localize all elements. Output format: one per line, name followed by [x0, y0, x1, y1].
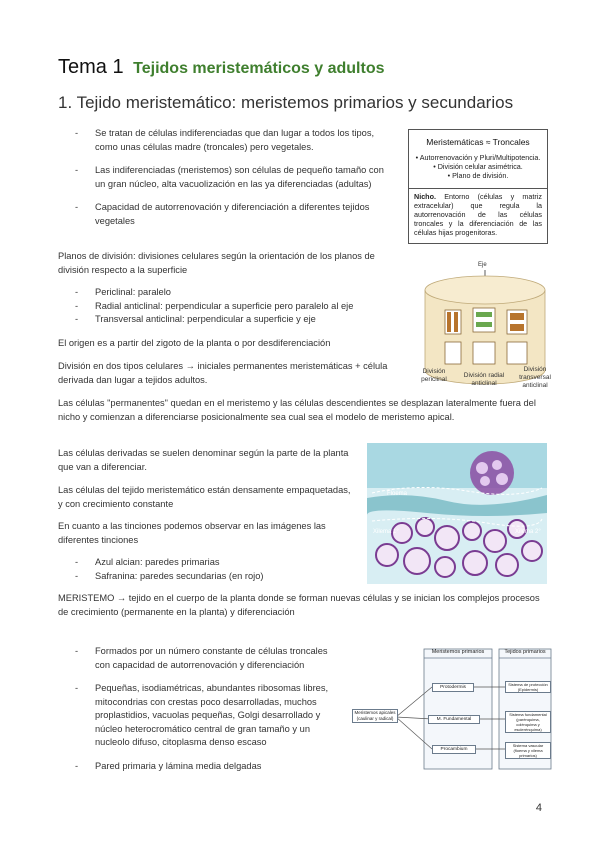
diagram-protodermis: Protodermis: [432, 683, 474, 692]
permanentes-paragraph: Las células "permanentes" quedan en el meristemo y las células descendientes se desplazan lateralmente fuera del nicho y comienzan a diferenciarse posicionalmente sea cual sea el modelo de meristemo apical.: [58, 398, 536, 422]
page-title: [58, 56, 385, 79]
info-box-top: [409, 130, 547, 189]
tinciones-intro: En cuanto a las tinciones podemos observar en las imágenes las diferentes tinciones: [58, 521, 326, 545]
floema-label: Floema: [387, 491, 408, 497]
diagram-out-fundamental: Sistema fundamental (parénquima, colénquima y esclerénquima): [505, 711, 551, 733]
meristemo-paragraph: MERISTEMO → tejido en el cuerpo de la planta donde se forman nuevas células y se inician los complejos procesos de crecimiento (permanente en la planta) y diferenciación: [58, 593, 540, 617]
info-box-item: • División celular asimétrica.: [433, 162, 523, 171]
tema-label: Tema 1: [58, 56, 124, 78]
tema-title: Tejidos meristemáticos y adultos: [133, 60, 385, 77]
diagram-out-vascular: Sistema vascular (floema y xilema primarios): [505, 742, 551, 759]
diagram-out-protection: Sistema de protección (Epidermis): [505, 681, 551, 693]
transversal-label: División transversal anticlinal: [519, 366, 551, 389]
diagram-col1-header: Meristemos primarios: [431, 649, 485, 655]
info-box-nicho: [409, 189, 547, 240]
list-item: - Periclinal: paralelo: [75, 286, 395, 300]
diagram-source-box: Meristemos apicales (caulinar y radical): [352, 709, 398, 723]
list-item: - Pared primaria y lámina media delgadas: [75, 760, 345, 774]
list-item: - Azul alcian: paredes primarias: [75, 556, 345, 570]
info-box-title: Meristemáticas ≈ Troncales: [426, 137, 530, 147]
section-heading: 1. Tejido meristemático: meristemos primarios y secundarios: [58, 93, 514, 112]
info-box-item: • Plano de división.: [447, 171, 509, 180]
diagram-procambium: Procambium: [432, 745, 476, 754]
xilema2-label: Xilema 2°: [515, 529, 541, 535]
stained-tissue-image: [367, 443, 547, 584]
info-box-item: • Autorrenovación y Pluri/Multipotencia.: [415, 153, 541, 162]
list-item: - Radial anticlinal: perpendicular a superficie pero paralelo al eje: [75, 300, 395, 314]
list-item: - Las indiferenciadas (meristemos) son células de pequeño tamaño con un gran núcleo, alta vacuolización en las ya diferenciadas (adultas): [75, 164, 395, 191]
periclinal-label: División periclinal: [421, 368, 447, 383]
planos-intro: Planos de división: divisiones celulares según la orientación de los planos de división respecto a la superficie: [58, 251, 375, 275]
meristem-diagram: [352, 647, 552, 771]
list-item: - Safranina: paredes secundarias (en rojo): [75, 570, 345, 584]
diagram-col2-header: Tejidos primarios: [504, 649, 546, 655]
nicho-label: Nicho.: [414, 192, 436, 201]
meristematic-info-box: [408, 129, 548, 244]
radial-label: División radial anticlinal: [463, 372, 505, 387]
derivadas-paragraph: Las células derivadas se suelen denominar según la parte de la planta que van a diferenciar.: [58, 448, 349, 472]
list-item: - Transversal anticlinal: perpendicular a superficie y eje: [75, 313, 395, 327]
list-item: - Se tratan de células indiferenciadas que dan lugar a todos los tipos, como unas células madre (troncales) pero vegetales.: [75, 127, 395, 154]
page-number: 4: [535, 802, 542, 814]
meristemo-list: [75, 645, 345, 783]
empaquetadas-paragraph: Las células del tejido meristemático están densamente empaquetadas, y con crecimiento constante: [58, 485, 351, 509]
cylinder-figure: [410, 260, 560, 398]
division-paragraph: División en dos tipos celulares → iniciales permanentes meristemáticas + célula derivada dan lugar a tejidos adultos.: [58, 361, 388, 385]
planos-list: [75, 286, 395, 327]
nicho-text: Entorno (células y matriz extracelular) que regula la autorrenovación de las células troncales y la diferenciación de las células hijas progenitoras.: [414, 192, 542, 237]
list-item: - Formados por un número constante de células troncales con capacidad de autorrenovación y diferenciación: [75, 645, 345, 672]
intro-list: [75, 127, 395, 238]
origen-paragraph: El origen es a partir del zigoto de la planta o por desdiferenciación: [58, 338, 331, 348]
list-item: - Capacidad de autorrenovación y diferenciación a diferentes tejidos vegetales: [75, 201, 395, 228]
tinciones-list: [75, 556, 345, 583]
diagram-m-fundamental: M. Fundamental: [428, 715, 480, 724]
micrograph-image: [367, 443, 547, 584]
xilema1-label: Xilema 1°: [373, 529, 399, 535]
axis-label: Eje: [478, 262, 487, 268]
list-item: - Pequeñas, isodiamétricas, abundantes ribosomas libres, mitocondrias con crestas poco desarrolladas, muchos proplastidios, vacuolas pequeñas, Golgi desarrollado y núcleo heterocromático central de gran tamaño y un nucleolo difuso, citoplasma denso escaso: [75, 682, 345, 750]
